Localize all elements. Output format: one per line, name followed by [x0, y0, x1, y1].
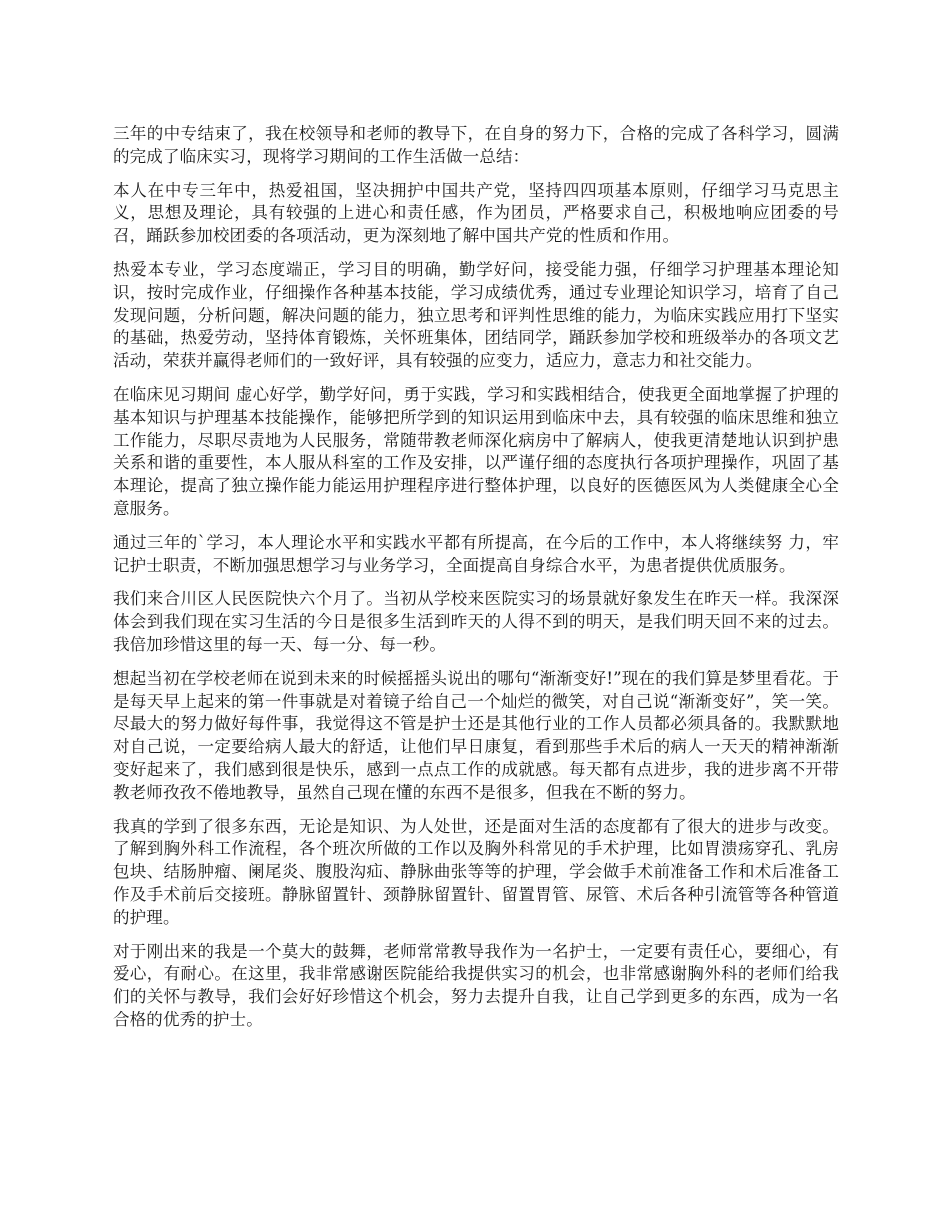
- paragraph-clinical: 在临床见习期间 虚心好学，勤学好问，勇于实践，学习和实践相结合，使我更全面地掌握了护理的基本知识与护理基本技能操作，能够把所学到的知识运用到临床中去，具有较强的临床思维和独立工作能力，尽职尽责地为人民服务，常随带教老师深化病房中了解病人，使我更清楚地认识到护患关系和谐的重要性，本人服从科室的工作及安排，以严谨仔细的态度执行各项护理操作，巩固了基本理论，提高了独立操作能力能运用护理程序进行整体护理，以良好的医德医风为人类健康全心全意服务。: [113, 384, 839, 518]
- paragraph-political: 本人在中专三年中，热爱祖国，坚决拥护中国共产党，坚持四四项基本原则，仔细学习马克思主义，思想及理论，具有较强的上进心和责任感，作为团员，严格要求自己，积极地响应团委的号召，踊跃参加校团委的各项活动，更为深刻地了解中国共产党的性质和作用。: [113, 180, 839, 246]
- paragraph-summary: 通过三年的`学习，本人理论水平和实践水平都有所提高，在今后的工作中，本人将继续努 力，牢记护士职责，不断加强思想学习与业务学习，全面提高自身综合水平，为患者提供优质服务。: [113, 532, 839, 575]
- document-body: [113, 123, 839, 1043]
- paragraph-hospital: 我们来合川区人民医院快六个月了。当初从学校来医院实习的场景就好象发生在昨天一样。我深深体会到我们现在实习生活的今日是很多生活到昨天的人得不到的明天，是我们明天回不来的过去。我倍加珍惜这里的每一天、每一分、每一秒。: [113, 589, 839, 654]
- paragraph-reflection: 想起当初在学校老师在说到未来的时候摇摇头说出的哪句“渐渐变好!”现在的我们算是梦里看花。于是每天早上起来的第一件事就是对着镜子给自己一个灿烂的微笑，对自己说“渐渐变好”，笑一笑。尽最大的努力做好每件事，我觉得这不管是护士还是其他行业的工作人员都必须具备的。我默默地对自己说，一定要给病人最大的舒适，让他们早日康复，看到那些手术后的病人一天天的精神渐渐变好起来了，我们感到很是快乐，感到一点点工作的成就感。每天都有点进步，我的进步离不开带教老师孜孜不倦地教导，虽然自己现在懂的东西不是很多，但我在不断的努力。: [113, 668, 839, 802]
- paragraph-intro: 三年的中专结束了，我在校领导和老师的教导下，在自身的努力下，合格的完成了各科学习，圆满的完成了临床实习，现将学习期间的工作生活做一总结：: [113, 124, 839, 166]
- paragraph-closing: 对于刚出来的我是一个莫大的鼓舞，老师常常教导我作为一名护士，一定要有责任心，要细心，有爱心，有耐心。在这里，我非常感谢医院能给我提供实习的机会，也非常感谢胸外科的老师们给我们的关怀与教导，我们会好好珍惜这个机会，努力去提升自我，让自己学到更多的东西，成为一名合格的优秀的护士。: [113, 941, 839, 1029]
- paragraph-study: 热爱本专业，学习态度端正，学习目的明确，勤学好问，接受能力强，仔细学习护理基本理论知识，按时完成作业，仔细操作各种基本技能，学习成绩优秀，通过专业理论知识学习，培育了自己发现问题，分析问题，解决问题的能力，独立思考和评判性思维的能力，为临床实践应用打下坚实的基础，热爱劳动，坚持体育锻炼，关怀班集体，团结同学，踊跃参加学校和班级举办的各项文艺活动，荣获并赢得老师们的一致好评，具有较强的应变力，适应力，意志力和社交能力。: [113, 259, 839, 371]
- paragraph-learning: 我真的学到了很多东西，无论是知识、为人处世，还是面对生活的态度都有了很大的进步与改变。了解到胸外科工作流程，各个班次所做的工作以及胸外科常见的手术护理，比如胃溃疡穿孔、乳房包块、结肠肿瘤、阑尾炎、腹股沟疝、静脉曲张等等的护理，学会做手术前准备工作和术后准备工作及手术前后交接班。静脉留置针、颈静脉留置针、留置胃管、尿管、术后各种引流管等各种管道的护理。: [113, 816, 839, 927]
